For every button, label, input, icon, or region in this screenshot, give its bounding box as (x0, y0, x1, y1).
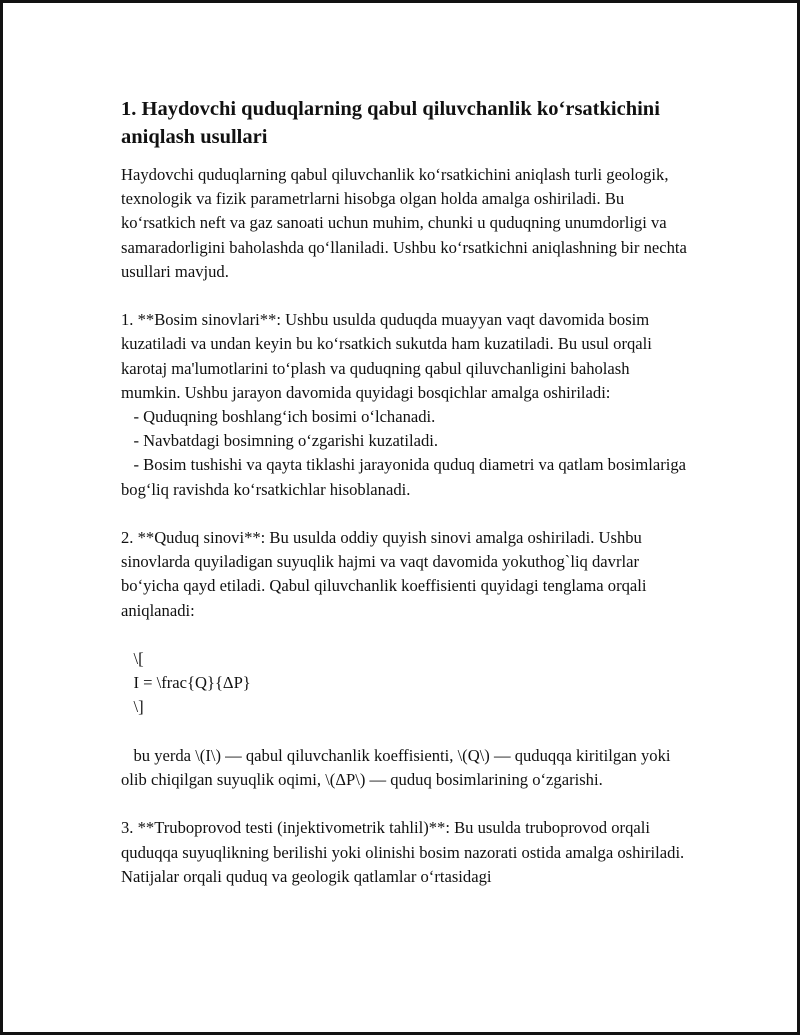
intro-paragraph: Haydovchi quduqlarning qabul qiluvchanlik ko‘rsatkichini aniqlash turli geologik, texnologik va fizik parametrlarni hisobga olgan holda amalga oshiriladi. Bu ko‘rsatkich neft va gaz sanoati uchun muhim, chunki u quduqning unumdorligi va samaradorligini baholashda qo‘llaniladi. Ushbu ko‘rsatkichni aniqlashning bir nechta usullari mavjud. (121, 165, 692, 281)
formula-open: \[ (121, 649, 144, 669)
section-1-item: - Quduqning boshlang‘ich bosimi o‘lchanadi. (121, 407, 436, 427)
formula: I = \frac{Q}{ΔP} (121, 673, 251, 693)
section-3-paragraph: 3. **Truboprovod testi (injektivometrik tahlil)**: Bu usulda truboprovod orqali quduqqa suyuqlikning berilishi yoki olinishi bosim nazorati ostida amalga oshiriladi. Natijalar orqali quduq va geologik qatlamlar o‘rtasidagi (121, 818, 689, 886)
section-1-item: - Bosim tushishi va qayta tiklashi jarayonida quduq diametri va qatlam bosimlariga bog‘liq ravishda ko‘rsatkichlar hisoblanadi. (121, 455, 691, 499)
paragraph-gap (121, 502, 691, 526)
formula-close: \] (121, 697, 144, 717)
section-1-paragraph: 1. **Bosim sinovlari**: Ushbu usulda quduqda muayyan vaqt davomida bosim kuzatiladi va undan keyin bu ko‘rsatkich sukutda ham kuzatiladi. Bu usul orqali karotaj ma'lumotlarini to‘plash va quduqning qabul qiluvchanligini baholash mumkin. Ushbu jarayon davomida quyidagi bosqichlar amalga oshiriladi: (121, 310, 657, 402)
paragraph-gap (121, 284, 691, 308)
section-1-item: - Navbatdagi bosimning o‘zgarishi kuzatiladi. (121, 431, 439, 451)
paragraph-gap (121, 623, 691, 647)
formula-explanation: bu yerda \(I\) — qabul qiluvchanlik koeffisienti, \(Q\) — quduqqa kiritilgan yoki olib chiqilgan suyuqlik oqimi, \(ΔP\) — quduq bosimlarining o‘zgarishi. (121, 745, 675, 790)
section-2-paragraph: 2. **Quduq sinovi**: Bu usulda oddiy quyish sinovi amalga oshiriladi. Ushbu sinovlarda quyiladigan suyuqlik hajmi va vaqt davomida yokuthog`liq davrlar bo‘yicha qayd etiladi. Qabul qiluvchanlik koeffisienti quyidagi tenglama orqali aniqlanadi: (121, 528, 651, 620)
paragraph-gap (121, 792, 691, 816)
paragraph-gap (121, 720, 691, 744)
document-content (121, 95, 691, 889)
document-title: 1. Haydovchi quduqlarning qabul qiluvchanlik ko‘rsatkichini aniqlash usullari (121, 98, 660, 148)
